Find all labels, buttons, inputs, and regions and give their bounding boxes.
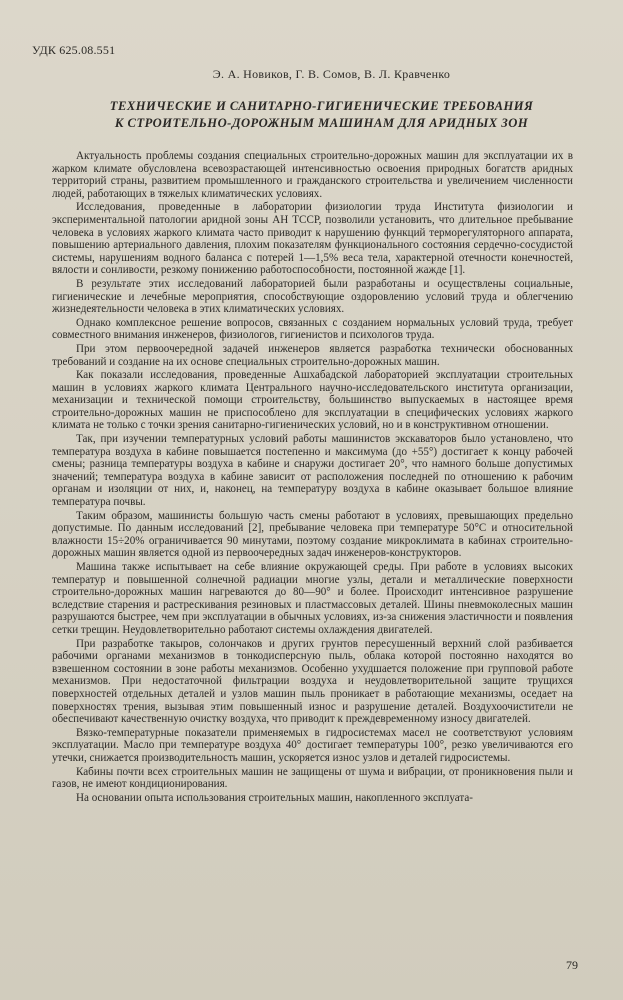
paragraph: Так, при изучении температурных условий работы машинистов экскаваторов было установлено, что температура воздуха в кабине повышается постепенно и максимума (до +55°) достигает к концу рабочей смены; разница температуры воздуха в кабине и снаружи достигает 20°, что намного больше допустимых значений; температура воздуха в кабине зависит от расположения последней по отношению к рабочим органам и изоляции от них, и, наконец, на температуру воздуха в кабине оказывает большое влияние температура почвы. — [52, 433, 573, 509]
paragraph: Как показали исследования, проведенные Ашхабадской лабораторией эксплуатации строительных машин в условиях жаркого климата Центрального научно-исследовательского института организации, механизации и технической помощи строительству, большинство выпускаемых в настоящее время строительно-дорожных машин не приспособлено для эксплуатации в специфических условиях жаркого климата не только с точки зрения санитарно-гигиенических условий, но и в конструктивном отношении. — [52, 369, 573, 432]
title-line-1: ТЕХНИЧЕСКИЕ И САНИТАРНО-ГИГИЕНИЧЕСКИЕ ТРЕБОВАНИЯ — [109, 99, 534, 113]
paragraph: На основании опыта использования строительных машин, накопленного эксплуата- — [76, 791, 473, 804]
page-number: 79 — [566, 958, 578, 972]
paragraph: Кабины почти всех строительных машин не защищены от шума и вибрации, от проникновения пыли и газов, не имеют кондиционирования. — [52, 765, 573, 791]
paragraph: Таким образом, машинисты большую часть смены работают в условиях, превышающих предельно допустимые. По данным исследований [2], пребывание человека при температуре 50°С и относительной влажности 15÷20% ограничивается 90 минутами, поэтому создание микроклимата в кабинах строительно-дорожных машин является одной из первоочередных задач инженеров-конструкторов. — [52, 509, 573, 560]
article-body — [52, 150, 573, 804]
paragraph: Машина также испытывает на себе влияние окружающей среды. При работе в условиях высоких температур и повышенной солнечной радиации многие узлы, детали и металлические поверхности строительно-дорожных машин нагреваются до 80—90° и более. Происходит интенсивное разрушение вследствие старения и растрескивания резиновых и пластмассовых деталей. Шины пневмоколесных машин разрушаются быстрее, чем при эксплуатации в обычных условиях, из-за снижения эластичности и появления сетки трещин. Неудовлетворительно работают системы охлаждения двигателей. — [52, 561, 573, 636]
paragraph: При разработке такыров, солончаков и других грунтов пересушенный верхний слой разбивается рабочими органами механизмов в тонкодисперсную пыль, облака которой постоянно находятся во взвешенном состоянии в зоне работы механизмов. Особенно ухудшается положение при групповой работе механизмов. При недостаточной фильтрации воздуха и неудовлетворительной защите трущихся поверхностей отдельных деталей и узлов машин пыль проникает в работающие механизмы, оседает на поверхностях трения, вызывая этим повышенный износ и разрушение деталей. Воздухоочистители не обеспечивают качественную очистку воздуха, что приводит к преждевременному износу двигателей. — [52, 637, 573, 726]
paragraph: Исследования, проведенные в лаборатории физиологии труда Института физиологии и экспериментальной патологии аридной зоны АН ТССР, позволили установить, что длительное пребывание человека в условиях жаркого климата часто приводит к нарушению функций терморегуляторного аппарата, повышению артериального давления, плохим показателям функционального состояния сердечно-сосудистой системы, нарушениям водного баланса с потерей 1—1,5% веса тела, характерной отечности конечностей, вялости и сонливости, резкому понижению работоспособности, постоянной жажде [1]. — [52, 201, 573, 277]
paragraph: В результате этих исследований лабораторией были разработаны и осуществлены социальные, гигиенические и лечебные мероприятия, способствующие оздоровлению условий труда и облегчению жизнедеятельности человека в этих климатических условиях. — [52, 277, 573, 316]
article-title — [60, 98, 583, 132]
udk-code: УДК 625.08.551 — [32, 43, 116, 57]
authors-line: Э. А. Новиков, Г. В. Сомов, В. Л. Кравченко — [212, 67, 451, 81]
paragraph: Однако комплексное решение вопросов, связанных с созданием нормальных условий труда, требует совместного внимания инженеров, физиологов, гигиенистов и психологов труда. — [52, 316, 573, 342]
paragraph: При этом первоочередной задачей инженеров является разработка технически обоснованных требований и создание на их основе специальных строительно-дорожных машин. — [52, 342, 573, 368]
paragraph: Актуальность проблемы создания специальных строительно-дорожных машин для эксплуатации их в жарком климате обусловлена всевозрастающей интенсивностью освоения природных богатств аридных территорий страны, развитием промышленного и гражданского строительства и увеличением численности людей, работающих в тяжелых климатических условиях. — [52, 150, 573, 200]
paragraph: Вязко-температурные показатели применяемых в гидросистемах масел не соответствуют условиям эксплуатации. Масло при температуре воздуха 40° достигает температуры 100°, резко увеличиваются его утечки, снижается производительность машин, ускоряется износ узлов и деталей гидросистемы. — [52, 726, 573, 764]
title-line-2: К СТРОИТЕЛЬНО-ДОРОЖНЫМ МАШИНАМ ДЛЯ АРИДНЫХ ЗОН — [114, 116, 529, 130]
